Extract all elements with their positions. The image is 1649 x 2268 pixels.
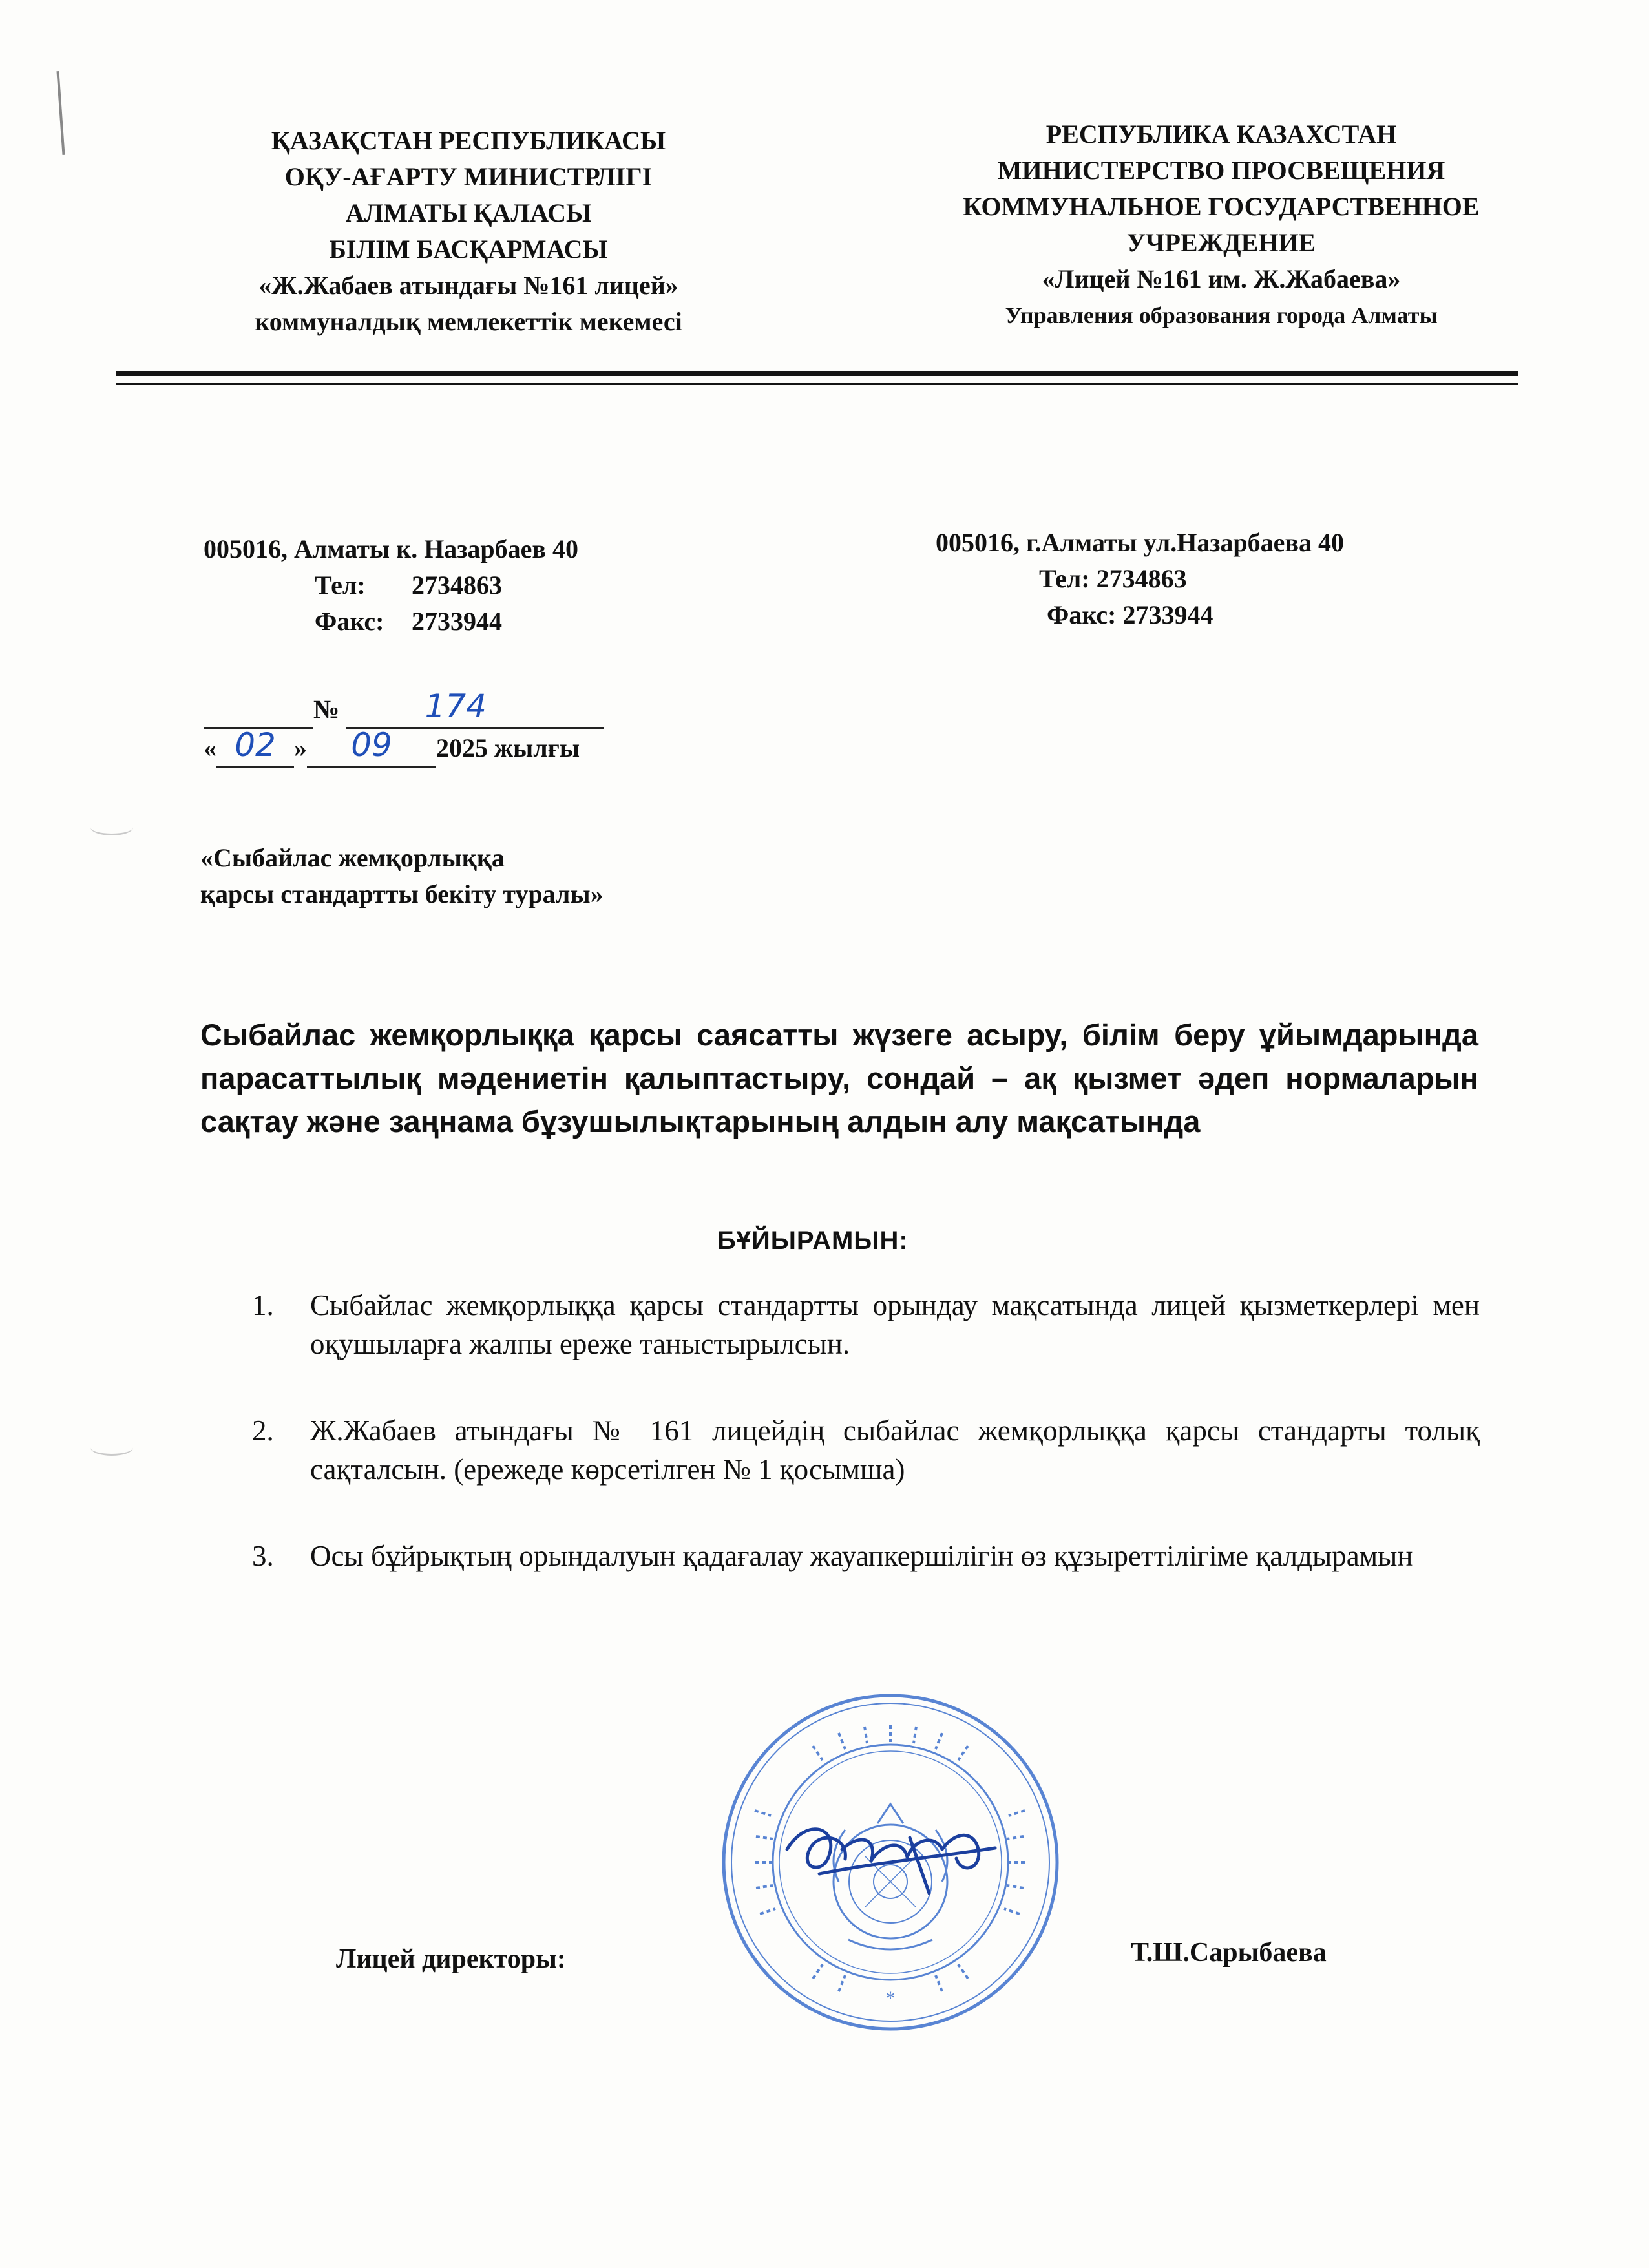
address-russian	[936, 525, 1344, 633]
address-line: 005016, г.Алматы ул.Назарбаева 40	[936, 528, 1345, 557]
handwritten-signature-icon	[787, 1829, 995, 1893]
address-kazakh	[204, 531, 578, 640]
fax-row	[204, 604, 578, 640]
item-number: 2.	[252, 1414, 274, 1447]
item-text: Осы бұйрықтың орындалуын қадағалау жауапкершілігін өз құзыреттілігіме қалдырамын	[310, 1540, 1413, 1572]
preamble: Сыбайлас жемқорлыққа қарсы саясатты жүзеге асыру, білім беру ұйымдарында парасаттылық мәдениетін қалыптастыру, сондай – ақ қызмет әдеп нормаларын сақтау және заңнама бұзушылықтарының алдын алу мақсатында	[200, 1018, 1478, 1139]
list-item	[252, 1537, 1480, 1575]
registration-date-row	[204, 726, 604, 768]
phone-row: Тел: 2734863	[1039, 564, 1187, 593]
item-text: Сыбайлас жемқорлыққа қарсы стандартты орындау мақсатында лицей қызметкерлері мен оқушыларға жалпы ереже таныстырылсын.	[310, 1289, 1480, 1360]
fax-number: 2733944	[412, 607, 502, 636]
item-text: Ж.Жабаев атындағы № 161 лицейдің сыбайлас жемқорлыққа қарсы стандарты толық сақталсын. (ережеде көрсетілген № 1 қосымша)	[310, 1414, 1480, 1486]
header-line: ОҚУ-АҒАРТУ МИНИСТРЛІГІ	[284, 162, 653, 191]
phone-label: Тел:	[315, 571, 366, 600]
header-line: УЧРЕЖДЕНИЕ	[1126, 228, 1316, 257]
svg-text:*: *	[885, 1988, 896, 2009]
header-line: «Лицей №161 им. Ж.Жабаева»	[1042, 264, 1401, 293]
fax-label: Факс:	[315, 607, 384, 636]
header-line: РЕСПУБЛИКА КАЗАХСТАН	[1045, 120, 1397, 149]
item-number: 3.	[252, 1540, 274, 1572]
day-field	[216, 726, 294, 768]
header-divider-thin	[116, 383, 1518, 385]
subject-line: «Сыбайлас жемқорлыққа	[200, 843, 505, 872]
signature-label: Лицей директоры:	[336, 1944, 566, 1974]
signatory-name: Т.Ш.Сарыбаева	[1131, 1938, 1327, 1968]
close-quote: »	[294, 733, 307, 762]
registration-number-row	[204, 690, 604, 729]
header-line: МИНИСТЕРСТВО ПРОСВЕЩЕНИЯ	[997, 156, 1445, 185]
number-field	[346, 688, 604, 729]
header-divider-thick	[116, 371, 1518, 376]
round-official-seal-icon	[716, 1688, 1065, 2037]
header-line: коммуналдық мемлекеттік мекемесі	[255, 307, 682, 336]
open-quote: «	[204, 733, 216, 762]
fax-row: Факс: 2733944	[1047, 600, 1213, 629]
order-items	[252, 1286, 1480, 1623]
handwritten-number: 174	[425, 688, 487, 725]
header-line: АЛМАТЫ ҚАЛАСЫ	[345, 198, 592, 227]
list-item	[252, 1286, 1480, 1363]
year-text: 2025 жылғы	[436, 733, 580, 762]
item-number: 1.	[252, 1289, 274, 1321]
handwritten-month: 09	[351, 726, 392, 764]
phone-row	[204, 567, 578, 604]
phone-number: 2734863	[412, 571, 502, 600]
number-sign: №	[313, 695, 340, 724]
header-line: ҚАЗАҚСТАН РЕСПУБЛИКАСЫ	[271, 126, 666, 155]
month-field	[307, 726, 436, 768]
list-item	[252, 1411, 1480, 1489]
punch-hole-mark	[90, 1440, 133, 1456]
handwritten-day: 02	[235, 726, 276, 764]
header-russian	[879, 116, 1564, 333]
blank-line	[204, 697, 313, 729]
scan-edge-mark	[56, 71, 65, 155]
order-subject	[200, 840, 604, 912]
subject-line: қарсы стандартты бекіту туралы»	[200, 879, 604, 908]
punch-hole-mark	[90, 819, 133, 835]
registration-block	[204, 690, 604, 768]
header-line: Управления образования города Алматы	[1005, 302, 1438, 328]
address-line: 005016, Алматы к. Назарбаев 40	[204, 534, 578, 563]
header-line: «Ж.Жабаев атындағы №161 лицей»	[258, 271, 678, 300]
header-line: БІЛІМ БАСҚАРМАСЫ	[329, 235, 608, 264]
header-kazakh	[162, 123, 775, 340]
header-line: КОММУНАЛЬНОЕ ГОСУДАРСТВЕННОЕ	[963, 192, 1480, 221]
order-heading: БҰЙЫРАМЫН:	[717, 1226, 909, 1255]
